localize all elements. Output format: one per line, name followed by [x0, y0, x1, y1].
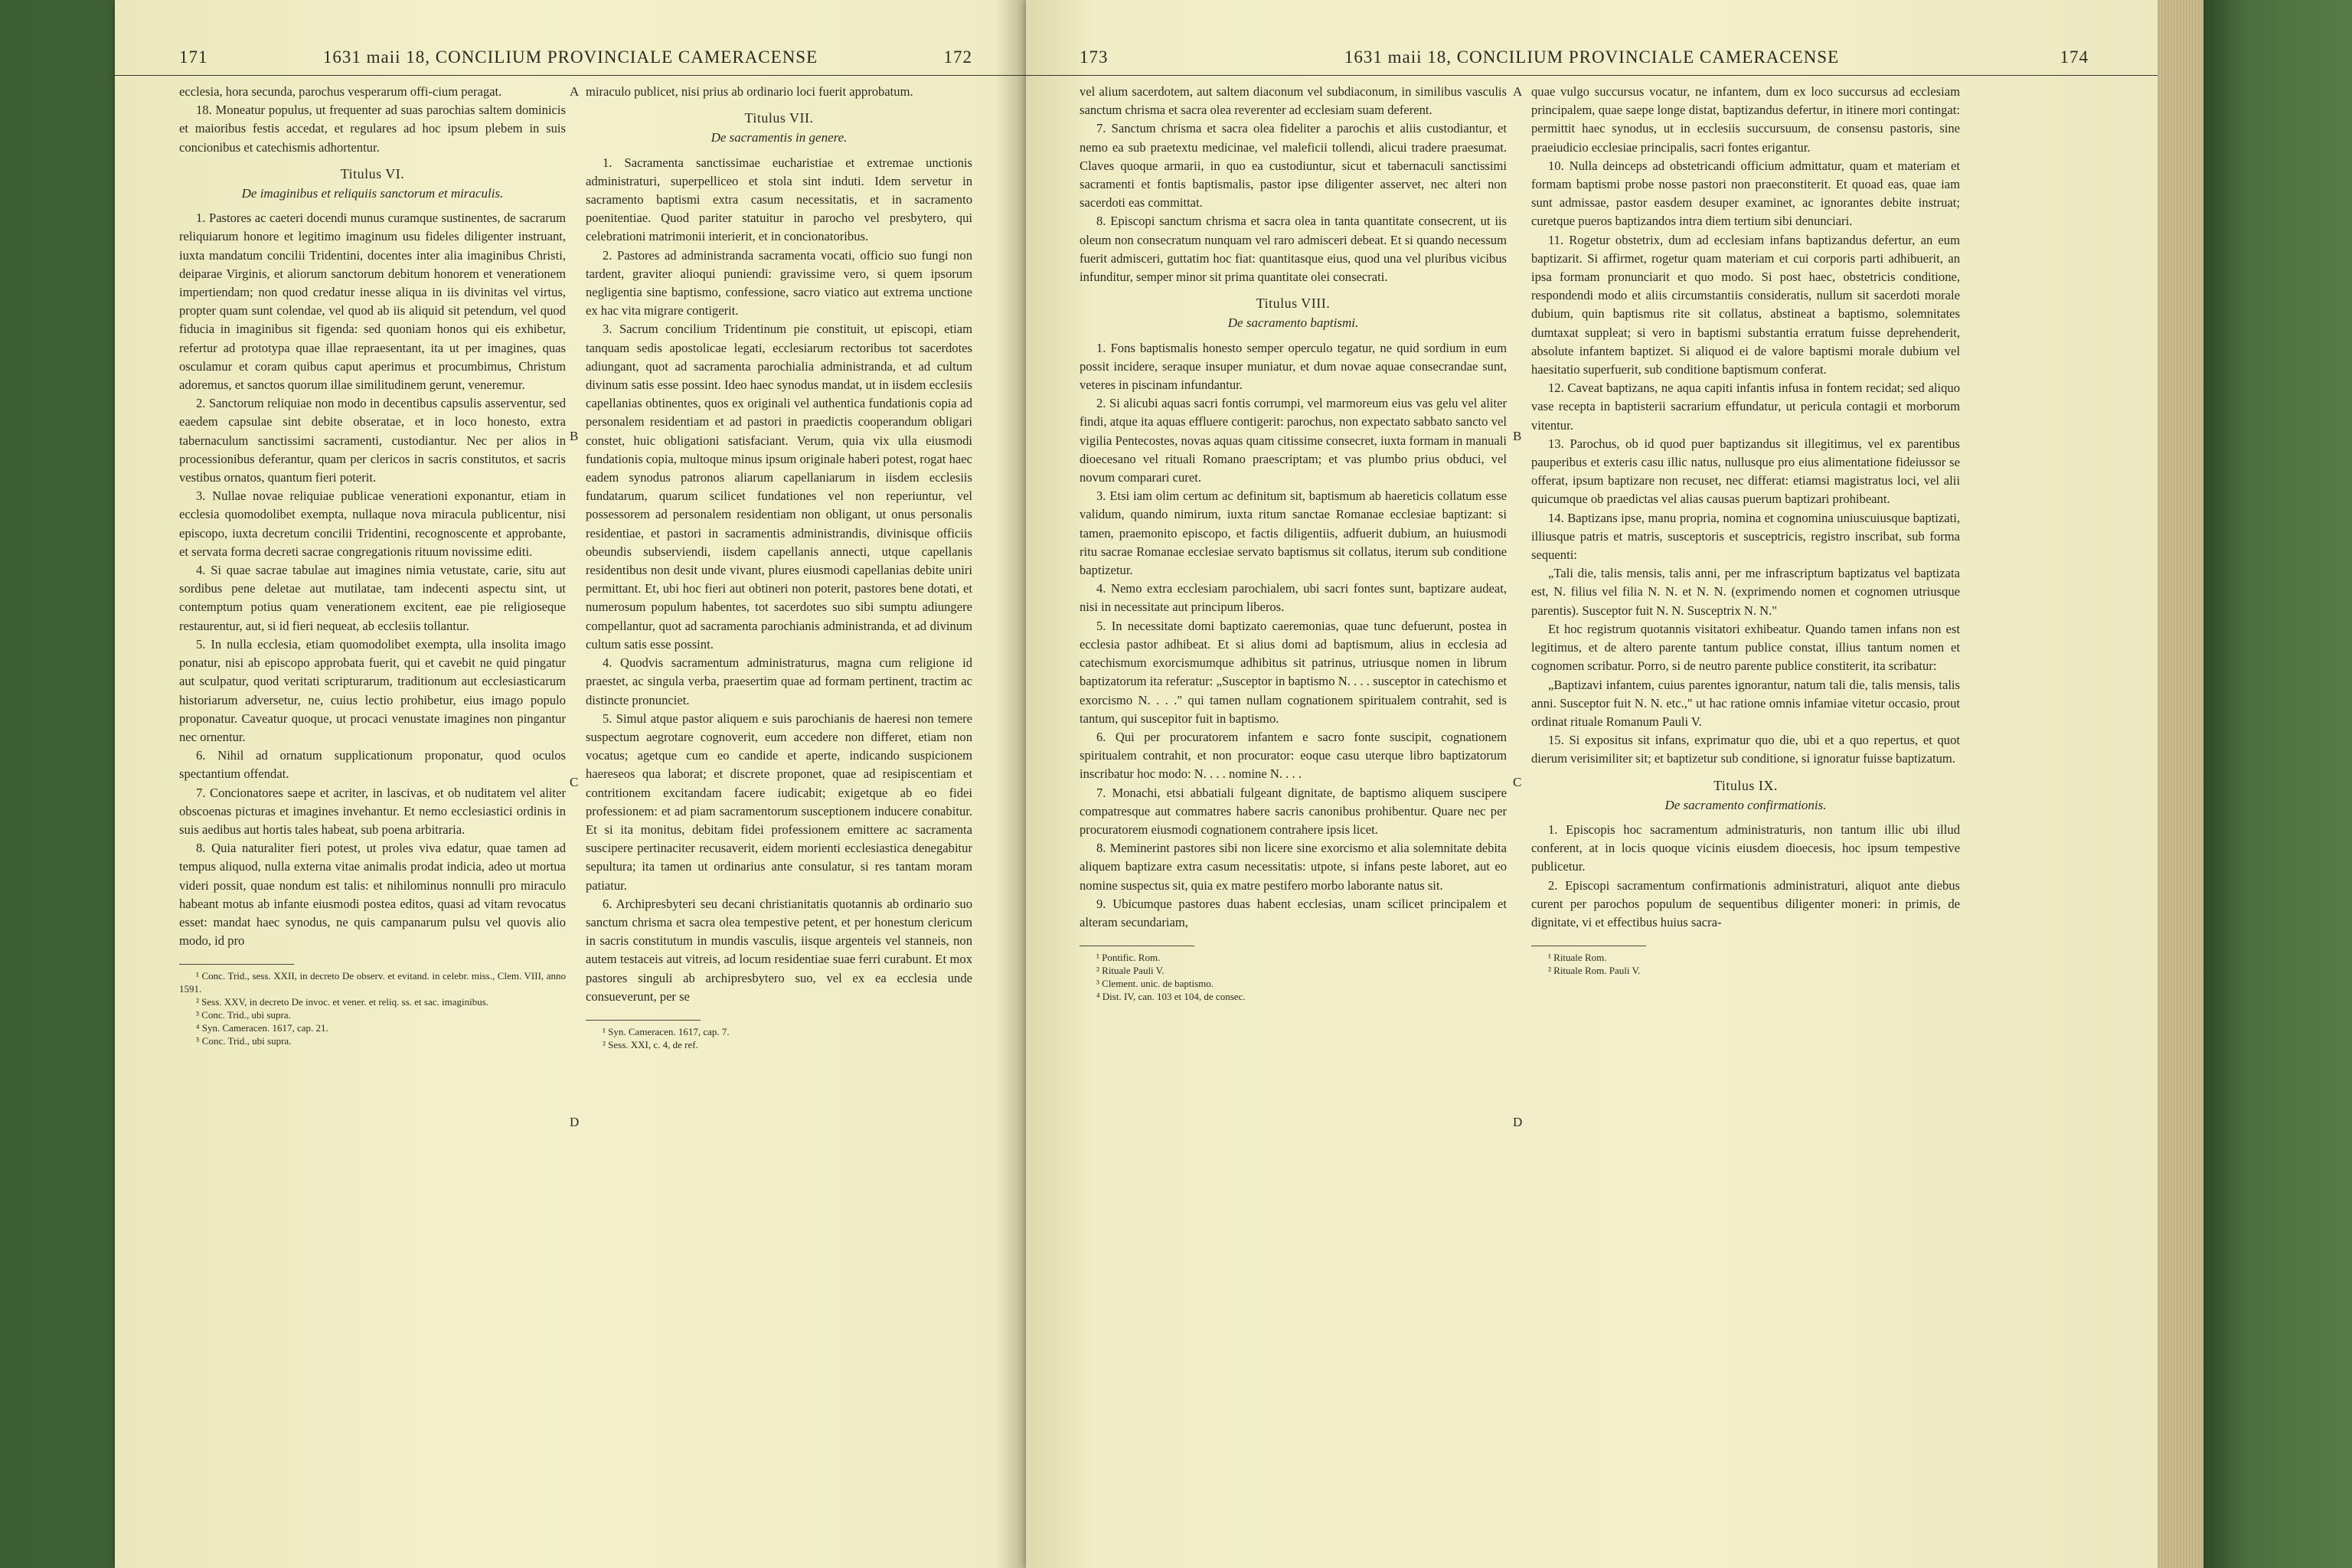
page-number-171: 171	[179, 47, 208, 67]
footnote: ³ Conc. Trid., ubi supra.	[196, 1009, 291, 1021]
paragraph: 9. Ubicumque pastores duas habent ecclesias, unam scilicet principalem et alteram secundariam,	[1080, 896, 1507, 929]
section-title: Titulus VI.	[340, 165, 405, 181]
paragraph: 7. Concionatores saepe et acriter, in lascivas, et ob nuditatem vel aliter obscoenas picturas et imagines invehantur. Et nemo ecclesiastici ordinis in suis aedibus aut hortis tales habeat, sub poena arbitraria.	[179, 785, 566, 837]
paragraph: 7. Monachi, etsi abbatiali fulgeant dignitate, de baptismo aliquem suscipere compatresque aut commatres habere sacris canonibus prohibentur. Quare nec per procuratorem eiusmodi cognationem contrahere ipsis licet.	[1080, 785, 1507, 837]
paragraph: 1. Episcopis hoc sacramentum administraturis, non tantum illic ubi illud conferent, at in locis quoque vicinis eiusdem dioecesis, hoc ipsum tempestive publicetur.	[1531, 822, 1960, 874]
left-page	[115, 0, 1026, 1568]
section-title: Titulus IX.	[1713, 777, 1778, 793]
section-subtitle: De imaginibus et reliquiis sanctorum et miraculis.	[241, 186, 504, 201]
paragraph: 5. In nulla ecclesia, etiam quomodolibet exempta, ulla insolita imago ponatur, nisi ab episcopo approbata fuerit, qui et cavebit ne quid pingatur aut sculpatur, quod veritati scripturarum, traditionum aut ecclesiasticarum historiarum adversetur, ne, cuius lectio prohibetur, eius imago populo proponatur. Caveatur quoque, ut procaci venustate imagines non pingantur nec ornentur.	[179, 636, 566, 744]
paragraph: quae vulgo succursus vocatur, ne infantem, dum ex loco succursus ad ecclesiam principalem, quae saepe longe distat, baptizandus defertur, in itinere mori contingat: permittit haec synodus, ut in ecclesiis succursuum, de consensu pastoris, sine praeiudicio ecclesiae principalis, sacri fontes erigantur.	[1531, 84, 1960, 155]
section-title: Titulus VIII.	[1256, 296, 1331, 312]
paragraph: 2. Si alicubi aquas sacri fontis corrumpi, vel marmoreum eius vas gelu vel aliter findi, atque ita aquas effluere contigerit: parochus, non expectato sabbato sancto vel vigilia Pentecostes, novas aquas quam citissime consecret, iuxta formam in manuali dioecesano vel rituali Romano praescriptam; et vas plumbo prius obduci, vel novum comparari curet.	[1080, 396, 1507, 485]
left-column-2	[586, 83, 972, 1051]
right-page	[1026, 0, 2158, 1568]
right-column-2	[1531, 83, 1960, 977]
paragraph: 11. Rogetur obstetrix, dum ad ecclesiam infans baptizandus defertur, an eum baptizarit. Si affirmet, rogetur quam materiam et cui corporis parti adhibuerit, an ipsa formam pronunciarit et quo modo. Si post haec, obstetricis conditione, respondendi modo et aliis circumstantiis consideratis, nullum sit sacerdoti morale dubium, quin baptismus rite sit collatus, abstineat a baptismo, solemnitates dumtaxat suppleat; si vero in baptismi substantia erratum fuisse deprehenderit, absolute infantem baptizet. Si aliquod ei de valore baptismi morale dubium vel haesitatio superfuerit, sub conditione baptismum conferat.	[1531, 232, 1960, 377]
margin-letter: A	[570, 84, 580, 99]
paragraph: 7. Sanctum chrisma et sacra olea fideliter a parochis et aliis custodiantur, et nemo ea sub praetextu medicinae, vel maleficii tollendi, alicui tradere praesumat. Claves quoque armarii, in quo ea custodiuntur, sicut et tabernaculi sanctissimi sacramenti et fontis baptismalis, pastor ipse diligenter asservet, nec alteri non sacerdoti eas committat.	[1080, 121, 1507, 211]
footnote: ² Sess. XXI, c. 4, de ref.	[603, 1038, 698, 1050]
paragraph: 8. Episcopi sanctum chrisma et sacra olea in tanta quantitate consecrent, ut iis oleum non consecratum nunquam vel raro admisceri debeat. Et si quando necessum fuerit admisceri, guttatim hoc fiat: quantitasque eius, quod una vel pluribus vicibus infunditur, semper minor sit prima quantitate olei consecrati.	[1080, 214, 1507, 285]
footnote: ¹ Syn. Cameracen. 1617, cap. 7.	[603, 1025, 730, 1037]
paragraph: vel alium sacerdotem, aut saltem diaconum vel subdiaconum, in similibus vasculis sanctum chrisma et sacra olea reverenter ad ecclesiam suam deferent.	[1080, 84, 1507, 118]
footnote-rule	[179, 964, 294, 965]
paragraph: 4. Quodvis sacramentum administraturus, magna cum religione id praestet, ac singula verba, praesertim quae ad formam pertinent, tractim ac distincte pronunciet.	[586, 655, 972, 707]
paragraph: „Baptizavi infantem, cuius parentes ignorantur, natum tali die, talis mensis, talis anni. Susceptor fuit N. N. etc.," ut hac ratione omnis infamiae vitetur occasio, prout ordinat rituale Romanum Pauli V.	[1531, 677, 1960, 729]
paragraph: 6. Nihil ad ornatum supplicationum proponatur, quod oculos spectantium offendat.	[179, 748, 566, 782]
paragraph: 2. Sanctorum reliquiae non modo in decentibus capsulis asserventur, sed eaedem capsulae sint debite obseratae, et in loco honesto, extra tabernaculum sanctissimi sacramenti, custodiantur. Nec per alios in processionibus deferantur, quam per clericos in sacris constitutos, et sacris vestibus ornatos, quantum fieri poterit.	[179, 396, 566, 485]
margin-letter: A	[1513, 84, 1523, 99]
paragraph: 12. Caveat baptizans, ne aqua capiti infantis infusa in fontem recidat; sed aliquo vase recepta in baptisterii sacrarium effundatur, ut pericula contagii et morborum vitentur.	[1531, 381, 1960, 433]
margin-letter: B	[570, 429, 579, 443]
paragraph: miraculo publicet, nisi prius ab ordinario loci fuerit approbatum.	[586, 84, 913, 99]
paragraph: 10. Nulla deinceps ad obstetricandi officium admittatur, quam et materiam et formam baptismi probe nosse pastori non praeconstiterit. Et quoad eas, quae iam sunt admissae, pastor easdem desuper examinet, ac ignorantes debite instruat; curetque pueros baptizandos intra diem tertium sibi denunciari.	[1531, 158, 1960, 229]
paragraph: ecclesia, hora secunda, parochus vesperarum offi-cium peragat.	[179, 84, 502, 99]
page-number-174: 174	[2060, 47, 2089, 67]
footnote-rule	[586, 1020, 701, 1021]
paragraph: 15. Si expositus sit infans, exprimatur quo die, ubi et a quo repertus, et quot dierum verisimiliter sit; et baptizetur sub conditione, si ignoratur fuisse baptizatum.	[1531, 733, 1960, 766]
paragraph: 5. In necessitate domi baptizato caeremonias, quae tunc defuerunt, postea in ecclesia pastor adhibeat. Et si alius domi ad baptismum, alius in ecclesia ad catechismum exorcismumque adhibitus sit patrinus, utriusque nomen in librum baptizatorum ita referatur: „Susceptor in baptismo N. . . . susceptor in catechismo et exorcismo N. . . ." qui tamen nullam cognationem spiritualem contrahit, sed is tantum, qui suscepitor fuit in baptismo.	[1080, 618, 1507, 726]
paragraph: 8. Meminerint pastores sibi non licere sine exorcismo et alia solemnitate debita aliquem baptizare extra casum necessitatis: utpote, si infans peste laboret, aut eo nomine suspectus sit, quia ex matre pestifero morbo laborante natus sit.	[1080, 841, 1507, 893]
paragraph: 1. Pastores ac caeteri docendi munus curamque sustinentes, de sacrarum reliquiarum honore et legitimo imaginum usu fideles diligenter instruant, iuxta mandatum concilii Tridentini, docentes inter alia imaginibus Christi, deiparae Virginis, et aliorum sanctorum debitum honorem et venerationem impertiendam; non quod credatur inesse aliqua in iis divinitas vel virtus, propter quam sunt colendae, vel quod ab iis aliquid sit petendum, vel quod fiducia in imaginibus sit figenda: sed quoniam honos qui eis exhibetur, refertur ad prototypa quae illae repraesentant, ita ut per imagines, quas osculamur et coram quibus caput aperimus et procumbimus, Christum adoremus, et sanctos quorum illae similitudinem gerunt, veneremur.	[179, 211, 566, 393]
paragraph: 2. Pastores ad administranda sacramenta vocati, officio suo fungi non tardent, graviter alioqui puniendi: gravissime vero, si quem ipsorum negligentia sine baptismo, confessione, sacro viatico aut extrema unctione ex hac vita migrare contigerit.	[586, 247, 972, 318]
margin-letter: D	[570, 1115, 580, 1129]
paragraph: 2. Episcopi sacramentum confirmationis administraturi, aliquot ante diebus curent per parochos populum de sequentibus diligenter moneri: in primis, de dignitate, vi et effectibus huius sacra-	[1531, 877, 1960, 929]
margin-letter: B	[1513, 429, 1522, 443]
page-number-173: 173	[1080, 47, 1109, 67]
paragraph: 8. Quia naturaliter fieri potest, ut proles viva edatur, quae tamen ad tempus aliquod, nulla externa vitae animalis prodat indicia, adeo ut mortua videri possit, quae nondum est talis: et nihilominus nonnulli pro miraculo habeant motus ab infante eiusmodi postea editos, quasi ad vitam revocatus esset: mandat haec synodus, ne quis campanarum pulsu vel quovis alio modo, id pro	[179, 841, 566, 949]
right-column-1	[1080, 83, 1507, 1003]
paragraph: 3. Nullae novae reliquiae publicae venerationi exponantur, etiam in ecclesia quomodolibet exempta, nullaque nova miracula publicentur, nisi episcopo, iuxta decretum concilii Tridentini, recognoscente et approbante, et servata forma decreti sacrae congregationis rituum novissime editi.	[179, 488, 566, 559]
footnote: ² Rituale Pauli V.	[1096, 965, 1165, 977]
paragraph: 14. Baptizans ipse, manu propria, nomina et cognomina uniuscuiusque baptizati, illiusque patris et matris, susceptoris et susceptricis, registro inscribat, sub forma sequenti:	[1531, 510, 1960, 563]
section-title: Titulus VII.	[744, 110, 814, 126]
footnote: ² Sess. XXV, in decreto De invoc. et vener. et reliq. ss. et sac. imaginibus.	[196, 996, 489, 1008]
paragraph: 4. Nemo extra ecclesiam parochialem, ubi sacri fontes sunt, baptizare audeat, nisi in necessitate aut principum liberos.	[1080, 581, 1507, 615]
right-page-header	[1026, 44, 2158, 76]
paragraph: 3. Sacrum concilium Tridentinum pie constituit, ut episcopi, etiam tanquam sedis apostolicae legati, ecclesiarum rectoribus tot sacerdotes adiungant, quot ad sacramenta parochialia administranda, et ad cultum divinum satis esse possint. Ideo haec synodus mandat, ut in iisdem ecclesiis capellanias obtinentes, quos ex originali vel authentica fundationis copia ad personalem residentiam et ad pastori in praedictis cooperandum obligari constet, huic obligationi satisfaciant. Verum, quia vix ulla eiusmodi fundationis copia, multoque minus ipsum originale haberi potest, rogat haec eadem synodus patronos aliarum capellaniarum in iisdem ecclesiis fundatarum, quarum scilicet fundationes vel non reperiuntur, vel possessorem ad personalem residentiam non obligant, ut onus personalis residentiae, et pastori in sacramentis administrandis, divinisque officiis obeundis subserviendi, iisdem capellanis annecti, utque capellanis residentibus non desit unde vivant, plures eiusmodi capellanias debite uniri permittant. Et, ubi hoc fieri aut obtineri non poterit, pastores bene dotati, et numerosum populum habentes, tot sacerdotes suo sibi sumptu adiungere compellantur, quot ad sacramenta parochianis administranda, et ad divinum cultum satis esse possint.	[586, 322, 972, 652]
paragraph: 1. Sacramenta sanctissimae eucharistiae et extremae unctionis administraturi, superpelliceo et stola sint induti. Idem servetur in sacramento baptismi extra casum necessitatis, et in sacramento poenitentiae. Quod pariter statuitur in parocho vel presbytero, qui celebrationi matrimonii interierit, et in concionatoribus.	[586, 155, 972, 244]
footnote: ⁵ Conc. Trid., ubi supra.	[196, 1035, 292, 1047]
section-subtitle: De sacramento baptismi.	[1227, 315, 1359, 331]
running-title: 1631 maii 18, CONCILIUM PROVINCIALE CAMERACENSE	[322, 47, 818, 67]
footnote: ⁴ Dist. IV, can. 103 et 104, de consec.	[1096, 991, 1246, 1003]
left-column-1	[179, 83, 566, 1047]
paragraph: 5. Simul atque pastor aliquem e suis parochianis de haeresi non temere suspectum aegrotare cognoverit, eum accedere non differet, etiam non vocatus; agetque cum eo candide et aperte, indicando suspicionem haereseos qua laborat; et discrete proponet, quae ad resipiscentiam et contritionem excitandam facere iudicabit; exigetque ab eo fidei professionem: et ad piam sacramentorum susceptionem inducere conabitur. Et si ita monitus, debitam fidei professionem emittere ac sacramenta suscipere pertinaciter recusaverit, eidem morienti ecclesiastica denegabitur sepultura; ita tamen ut ordinarius ante consulatur, si res tantam moram patiatur.	[586, 710, 972, 893]
footnote: ² Rituale Rom. Pauli V.	[1548, 965, 1641, 977]
paragraph: 13. Parochus, ob id quod puer baptizandus sit illegitimus, vel ex parentibus pauperibus et exteris casu illic natus, nullusque pro eius alimentatione fideiussor se offerat, ipsum baptizare non recuset, nec differat: etiamsi magistratus loci, vel alii quicumque ob praedictas vel alias causas puerum baptizari prohibeant.	[1531, 436, 1960, 507]
paragraph: 3. Etsi iam olim certum ac definitum sit, baptismum ab haereticis collatum esse validum, quando nimirum, iuxta ritum sanctae Romanae ecclesiae baptizant: si tamen, praemonito episcopo, et factis diligentiis, adfuerit dubium, an huiusmodi ritu sacrae Romanae ecclesiae servato baptismus sit collatus, iterum sub conditione baptizetur.	[1080, 488, 1507, 578]
margin-letter: D	[1513, 1115, 1523, 1129]
footnote: ¹ Rituale Rom.	[1548, 952, 1607, 964]
footnote: ¹ Conc. Trid., sess. XXII, in decreto De observ. et evitand. in celebr. miss., Clem. VIII, anno 1591.	[179, 970, 566, 995]
footnote: ³ Clement. unic. de baptismo.	[1096, 978, 1214, 990]
footnote: ⁴ Syn. Cameracen. 1617, cap. 21.	[196, 1022, 328, 1034]
page-number-172: 172	[943, 47, 972, 67]
left-page-header	[115, 44, 1026, 76]
section-subtitle: De sacramentis in genere.	[710, 130, 848, 145]
paragraph: 18. Moneatur populus, ut frequenter ad suas parochias saltem dominicis et maioribus festis accedat, et regulares ad hoc ipsum plebem in suis concionibus et catechismis adhortentur.	[179, 103, 566, 155]
page-edges	[2158, 0, 2203, 1568]
running-title: 1631 maii 18, CONCILIUM PROVINCIALE CAMERACENSE	[1344, 47, 1840, 67]
margin-letter: C	[1513, 775, 1522, 789]
paragraph: 6. Archipresbyteri seu decani christianitatis quotannis ab ordinario suo sanctum chrisma et sacra olea tempestive petent, et per honestum clericum in sacris constitutum in mundis vasculis, iisque argenteis vel stanneis, non autem testaceis aut vitreis, ad locum residentiae suae ferri curabunt. Et mox pastores singuli ab archipresbytero suo, vel ex ea ecclesia unde consueverunt, per se	[586, 896, 972, 1004]
margin-letter: C	[570, 775, 579, 789]
paragraph: „Tali die, talis mensis, talis anni, per me infrascriptum baptizatus vel baptizata est, N. filius vel filia N. N. et N. N. (exprimendo nomen et cognomen utriusque parentis). Susceptor fuit N. N. Susceptrix N. N."	[1531, 566, 1960, 618]
paragraph: 1. Fons baptismalis honesto semper operculo tegatur, ne quid sordium in eum possit incidere, seraque insuper muniatur, et dum novae aquae consecrandae sunt, veteres in piscinam infundantur.	[1080, 340, 1507, 393]
footnote: ¹ Pontific. Rom.	[1096, 952, 1161, 964]
paragraph: 4. Si quae sacrae tabulae aut imagines nimia vetustate, carie, situ aut sordibus pene deletae aut mutilatae, tam indecenti aspectu sint, ut contemptum potius quam venerationem excitent, eae pie religioseque restaurentur, aut, si id fieri nequeat, ab ecclesiis tollantur.	[179, 563, 566, 633]
book-cover-edge	[2203, 0, 2352, 1568]
paragraph: Et hoc registrum quotannis visitatori exhibeatur. Quando tamen infans non est legitimus, et de altero parente tantum publice constat, illius tantum nomen et cognomen scribatur. Porro, si de neutro parente publice constiterit, ita scribatur:	[1531, 621, 1960, 674]
section-subtitle: De sacramento confirmationis.	[1664, 797, 1827, 812]
paragraph: 6. Qui per procuratorem infantem e sacro fonte suscipit, cognationem spiritualem contrahit, et non procurator: eoque casu uterque libro baptizatorum inscribatur hoc modo: N. . . . nomine N. . . .	[1080, 729, 1507, 782]
